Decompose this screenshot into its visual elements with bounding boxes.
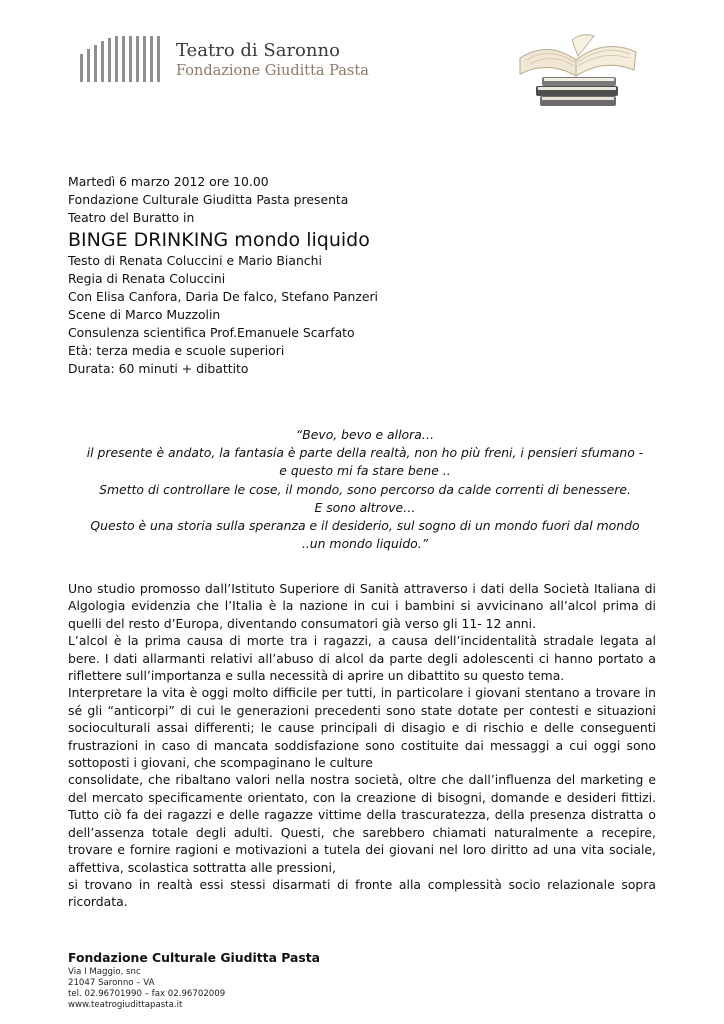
event-presenter: Fondazione Culturale Giuditta Pasta presenta <box>68 192 349 207</box>
quote-line: Smetto di controllare le cose, il mondo, sono percorso da calde correnti di benessere. <box>99 481 631 497</box>
logo-name: Teatro di Saronno <box>176 40 340 61</box>
quote-block <box>40 426 690 553</box>
body-paragraph: si trovano in realtà essi stessi disarmati di fronte alla complessità socio relazionale sopra ricordata. <box>68 876 656 910</box>
credit-line: Scene di Marco Muzzolin <box>68 307 221 322</box>
credit-line: Durata: 60 minuti + dibattito <box>68 361 249 376</box>
quote-line: “Bevo, bevo e allora… <box>295 427 435 442</box>
credit-line: Regia di Renata Coluccini <box>68 271 226 286</box>
event-date: Martedì 6 marzo 2012 ore 10.00 <box>68 174 269 189</box>
event-company: Teatro del Buratto in <box>68 210 195 225</box>
body-paragraph: Uno studio promosso dall’Istituto Superiore di Sanità attraverso i dati della Società Italiana di Algologia evidenzia che l’Italia è la nazione in cui i bambini si avvicinano all’alcol prima di quelli del resto d’Europa, diventando consumatori già verso gli 11- 12 anni. <box>68 581 656 631</box>
quote-line: e questo mi fa stare bene .. <box>279 463 451 479</box>
body-paragraph: L’alcol è la prima causa di morte tra i ragazzi, a causa dell’incidentalità stradale legata al bere. I dati allarmanti relativi all’abuso di alcol da parte degli adolescenti ci hanno portato a riflettere sull’importanza e sulla necessità di aprire un dibattito su questo tema. <box>68 633 656 684</box>
credit-line: Con Elisa Canfora, Daria De falco, Stefano Panzeri <box>68 289 379 304</box>
credit-line: Testo di Renata Coluccini e Mario Bianchi <box>68 253 322 268</box>
footer-phone: tel. 02.96701990 – fax 02.96702009 <box>68 989 226 999</box>
open-books-icon <box>512 30 642 116</box>
credit-line: Età: terza media e scuole superiori <box>68 343 285 358</box>
body-paragraph: Interpretare la vita è oggi molto difficile per tutti, in particolare i giovani stentano a trovare in sé gli “anticorpi” di cui le generazioni precedenti sono state dotate per contesti e situazioni socioculturali assai differenti; le cause principali di disagio e di rischio e delle conseguenti frustrazioni in caso di mancata soddisfazione sono costituite dai messaggi a cui oggi sono sottoposti i giovani, che scompaginano le culture <box>68 685 656 771</box>
footer-website[interactable]: www.teatrogiudittapasta.it <box>68 1000 183 1010</box>
footer-title: Fondazione Culturale Giuditta Pasta <box>68 950 321 965</box>
quote-line: Questo è una storia sulla speranza e il desiderio, sul sogno di un mondo fuori dal mondo <box>90 518 640 534</box>
footer-address: Via I Maggio, snc <box>68 967 141 977</box>
columns-logo-icon <box>78 34 168 84</box>
body-paragraph: consolidate, che ribaltano valori nella nostra società, oltre che dall’influenza del marketing e del mercato specificamente orientato, con la creazione di bisogni, domande e desideri fittizi. Tutto ciò fa dei ragazzi e delle ragazze vittime della trascuratezza, della presenza distratta o dell’assenza totale degli adulti. Questi, che sarebbero chiamati naturalmente a recepire, trovare e fornire ragioni e motivazioni a tutela dei giovani nel loro diritto ad una vita sociale, affettiva, scolastica sottratta alle pressioni, <box>68 772 656 875</box>
body-text <box>68 580 656 911</box>
quote-line: il presente è andato, la fantasia è parte della realtà, non ho più freni, i pensieri sfumano - <box>86 445 644 461</box>
quote-line: ..un mondo liquido.” <box>301 536 429 552</box>
credit-line: Consulenza scientifica Prof.Emanuele Scarfato <box>68 325 355 340</box>
footer-contact <box>68 967 225 1011</box>
footer-city: 21047 Saronno – VA <box>68 978 155 988</box>
quote-line: E sono altrove… <box>314 499 416 515</box>
event-title: BINGE DRINKING mondo liquido <box>68 229 370 251</box>
logo-subtitle: Fondazione Giuditta Pasta <box>176 63 369 79</box>
event-info <box>68 173 668 378</box>
